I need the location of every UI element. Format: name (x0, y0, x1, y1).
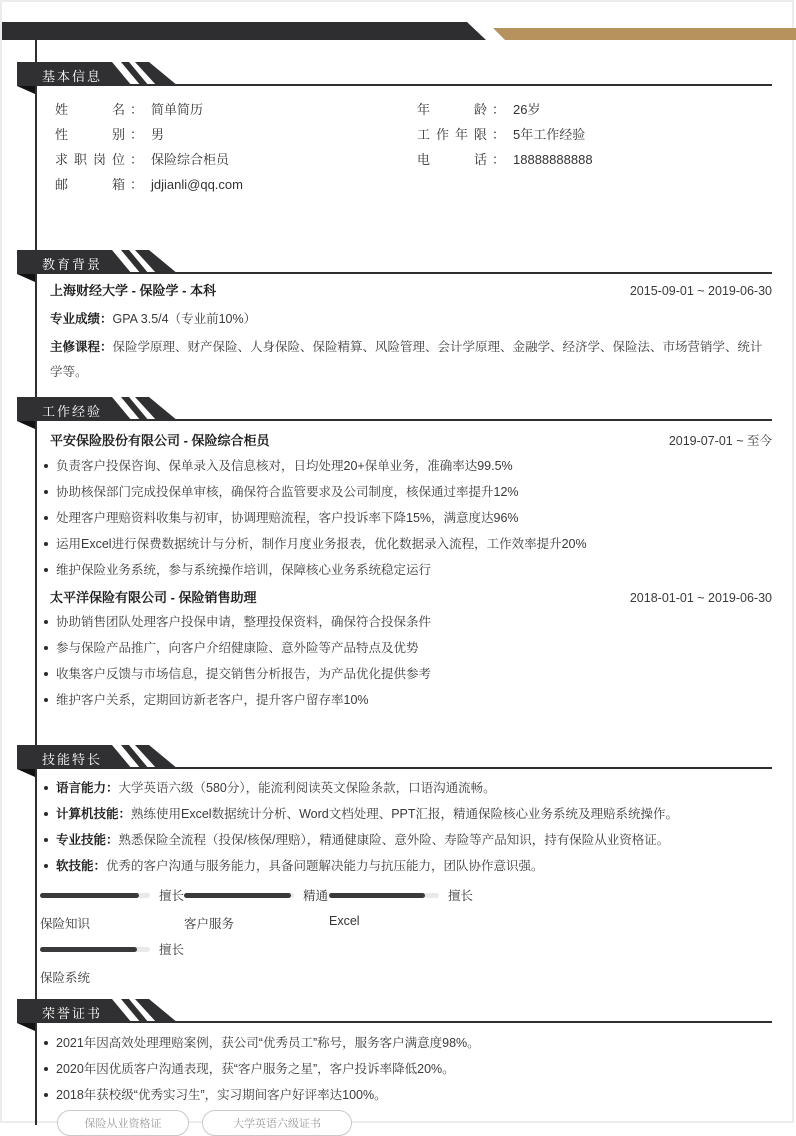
skill-lead: 计算机技能： (56, 807, 132, 821)
certificate-tag-label: 大学英语六级证书 (233, 1118, 321, 1130)
field-colon: ： (130, 152, 144, 167)
bullet-dot-icon (44, 812, 48, 816)
field-value: 男 (151, 127, 165, 142)
skill-name: 保险系统 (40, 971, 91, 985)
bullet-text: 参与保险产品推广，向客户介绍健康险、意外险等产品特点及优势 (56, 641, 419, 655)
job-title: 太平洋保险有限公司 - 保险销售助理 (50, 590, 257, 605)
skill-fill (329, 893, 425, 898)
top-dark-banner (2, 22, 486, 40)
skill-fill (184, 893, 291, 898)
bullet-dot-icon (44, 838, 48, 842)
job-bullet (44, 692, 772, 709)
bullet-text (56, 780, 496, 797)
field-phone (417, 149, 593, 167)
bullet-dot-icon (44, 864, 48, 868)
courses-row (44, 335, 772, 385)
bullet-dot-icon (44, 646, 48, 650)
bullet-text: 运用Excel进行保费数据统计与分析，制作月度业务报表，优化数据录入流程，工作效率提升20% (56, 537, 587, 551)
job-bullet (44, 562, 772, 579)
field-target-position (55, 149, 243, 167)
school-degree: 上海财经大学 - 保险学 - 本科 (50, 283, 217, 298)
skill-level: 擅长 (159, 943, 185, 957)
field-value: 26岁 (513, 102, 541, 117)
skill-bullet (44, 780, 772, 797)
skill-meter-insurance-system (40, 940, 200, 986)
section-header-honors (17, 999, 237, 1023)
bullet-text: 2020年因优质客户沟通表现，获“客户服务之星”，客户投诉率降低20%。 (56, 1062, 455, 1076)
field-colon: ： (492, 102, 506, 117)
bullet-text: 协助销售团队处理客户投保申请，整理投保资料，确保符合投保条件 (56, 615, 432, 629)
field-label: 工作年限 (417, 127, 487, 142)
honor-bullet (44, 1035, 772, 1052)
field-value: 5年工作经验 (513, 127, 586, 142)
ribbon-fold (17, 1023, 35, 1031)
field-colon: ： (492, 152, 506, 167)
skill-bar (184, 886, 344, 904)
bullet-dot-icon (44, 620, 48, 624)
section-title: 基本信息 (42, 69, 103, 84)
job-date-range: 2019-07-01 ~ 至今 (668, 434, 772, 448)
ribbon-fold (17, 769, 35, 777)
field-label: 电话 (417, 152, 487, 167)
skill-desc: 熟悉保险全流程（投保/核保/理赔），精通健康险、意外险、寿险等产品知识，持有保险从业资格证。 (118, 833, 670, 847)
bullet-dot-icon (44, 542, 48, 546)
section-title: 教育背景 (42, 257, 103, 272)
field-value: 保险综合柜员 (151, 152, 230, 167)
bullet-dot-icon (44, 516, 48, 520)
field-label: 年龄 (417, 102, 487, 117)
education-date-range: 2015-09-01 ~ 2019-06-30 (629, 284, 772, 298)
bullet-text: 处理客户理赔资料收集与初审，协调理赔流程，客户投诉率下降15%，满意度达96% (56, 511, 519, 525)
field-colon: ： (130, 127, 144, 142)
courses-value: 保险学原理、财产保险、人身保险、保险精算、风险管理、会计学原理、金融学、经济学、保险法、市场营销学、统计学等。 (50, 340, 763, 379)
skill-bullet (44, 806, 772, 823)
honors-content (44, 1035, 772, 1113)
skill-fill (40, 893, 139, 898)
left-vertical-rule (35, 39, 37, 1125)
job-bullet (44, 458, 772, 475)
field-gender (55, 124, 243, 142)
top-gold-banner (492, 28, 796, 40)
skill-track (40, 893, 150, 898)
section-header-basic-info (17, 62, 237, 86)
skill-lead: 软技能： (56, 859, 107, 873)
bullet-dot-icon (44, 490, 48, 494)
field-colon: ： (130, 177, 144, 192)
skill-level: 精通 (303, 889, 329, 903)
skill-bar (40, 940, 200, 958)
gpa-row (44, 310, 772, 328)
skill-desc: 优秀的客户沟通与服务能力，具备问题解决能力与抗压能力，团队协作意识强。 (106, 859, 544, 873)
field-value: 18888888888 (513, 152, 593, 167)
bullet-dot-icon (44, 786, 48, 790)
job-bullet (44, 666, 772, 683)
ribbon-fold (17, 274, 35, 282)
field-value: 简单简历 (151, 102, 204, 117)
bullet-dot-icon (44, 568, 48, 572)
bullet-text: 2018年获校级“优秀实习生”，实习期间客户好评率达100%。 (56, 1088, 387, 1102)
field-colon: ： (130, 102, 144, 117)
bullet-text (56, 806, 678, 823)
field-colon: ： (492, 127, 506, 142)
bullet-text (56, 832, 669, 849)
skill-meter-insurance-knowledge (40, 886, 200, 932)
bullet-text (56, 858, 544, 875)
section-header-skills (17, 745, 237, 769)
bullet-dot-icon (44, 698, 48, 702)
honor-bullet (44, 1087, 772, 1104)
education-entry-header (44, 282, 772, 300)
gpa-value: GPA 3.5/4（专业前10%） (112, 312, 257, 326)
skill-level: 擅长 (448, 889, 474, 903)
work-content (44, 432, 772, 718)
skill-meter-customer-service (184, 886, 344, 932)
job-header (44, 432, 772, 450)
certificate-tag (202, 1110, 352, 1136)
ribbon-fold (17, 421, 35, 429)
skill-track (40, 947, 150, 952)
field-email (55, 174, 243, 192)
skill-bullet (44, 832, 772, 849)
section-title: 工作经验 (42, 404, 103, 419)
education-content (44, 282, 772, 385)
bullet-text: 负责客户投保咨询、保单录入及信息核对，日均处理20+保单业务，准确率达99.5% (56, 459, 513, 473)
bullet-text: 维护保险业务系统，参与系统操作培训，保障核心业务系统稳定运行 (56, 563, 432, 577)
field-label: 性别 (55, 127, 125, 142)
section-title: 荣誉证书 (42, 1006, 103, 1021)
bullet-text: 协助核保部门完成投保单审核，确保符合监管要求及公司制度，核保通过率提升12% (56, 485, 519, 499)
courses-label: 主修课程： (50, 340, 113, 354)
honor-bullet (44, 1061, 772, 1078)
job-bullet (44, 484, 772, 501)
skill-name: 保险知识 (40, 917, 91, 931)
ribbon-fold (17, 86, 35, 94)
job-title: 平安保险股份有限公司 - 保险综合柜员 (50, 433, 270, 448)
gpa-label: 专业成绩： (50, 312, 113, 326)
field-label: 求职岗位 (55, 152, 125, 167)
basic-info-left-column (55, 99, 243, 199)
certificate-tag-label: 保险从业资格证 (84, 1118, 162, 1130)
skill-fill (40, 947, 137, 952)
skill-name: Excel (329, 914, 360, 928)
skill-bullet (44, 858, 772, 875)
bullet-dot-icon (44, 672, 48, 676)
bullet-dot-icon (44, 1041, 48, 1045)
skill-track (329, 893, 439, 898)
field-label: 姓名 (55, 102, 125, 117)
field-age (417, 99, 593, 117)
skill-level: 擅长 (159, 889, 185, 903)
skill-bar (329, 886, 489, 904)
bullet-dot-icon (44, 1067, 48, 1071)
field-value: jdjianli@qq.com (151, 177, 243, 192)
field-name (55, 99, 243, 117)
skill-lead: 语言能力： (56, 781, 119, 795)
skill-bar (40, 886, 200, 904)
job-bullet (44, 536, 772, 553)
field-label: 邮箱 (55, 177, 125, 192)
bullet-text: 收集客户反馈与市场信息，提交销售分析报告，为产品优化提供参考 (56, 667, 432, 681)
skill-desc: 熟练使用Excel数据统计分析、Word文档处理、PPT汇报，精通保险核心业务系统及理赔系统操作。 (131, 807, 679, 821)
certificate-tag (57, 1110, 189, 1136)
job-bullet (44, 640, 772, 657)
bullet-dot-icon (44, 1093, 48, 1097)
section-title: 技能特长 (42, 752, 103, 767)
skill-desc: 大学英语六级（580分），能流利阅读英文保险条款，口语沟通流畅。 (118, 781, 496, 795)
bullet-text: 维护客户关系，定期回访新老客户，提升客户留存率10% (56, 693, 369, 707)
bullet-text: 2021年因高效处理理赔案例，获公司“优秀员工”称号，服务客户满意度98%。 (56, 1036, 480, 1050)
skill-lead: 专业技能： (56, 833, 119, 847)
bullet-dot-icon (44, 464, 48, 468)
job-bullet (44, 614, 772, 631)
job-bullet (44, 510, 772, 527)
field-experience-years (417, 124, 593, 142)
skill-meter-excel (329, 886, 489, 928)
skill-track (184, 893, 294, 898)
section-header-education (17, 250, 237, 274)
section-header-work (17, 397, 237, 421)
job-header (44, 589, 772, 607)
basic-info-right-column (417, 99, 593, 174)
skill-name: 客户服务 (184, 917, 235, 931)
skills-content (44, 780, 772, 884)
job-date-range: 2018-01-01 ~ 2019-06-30 (629, 591, 772, 605)
